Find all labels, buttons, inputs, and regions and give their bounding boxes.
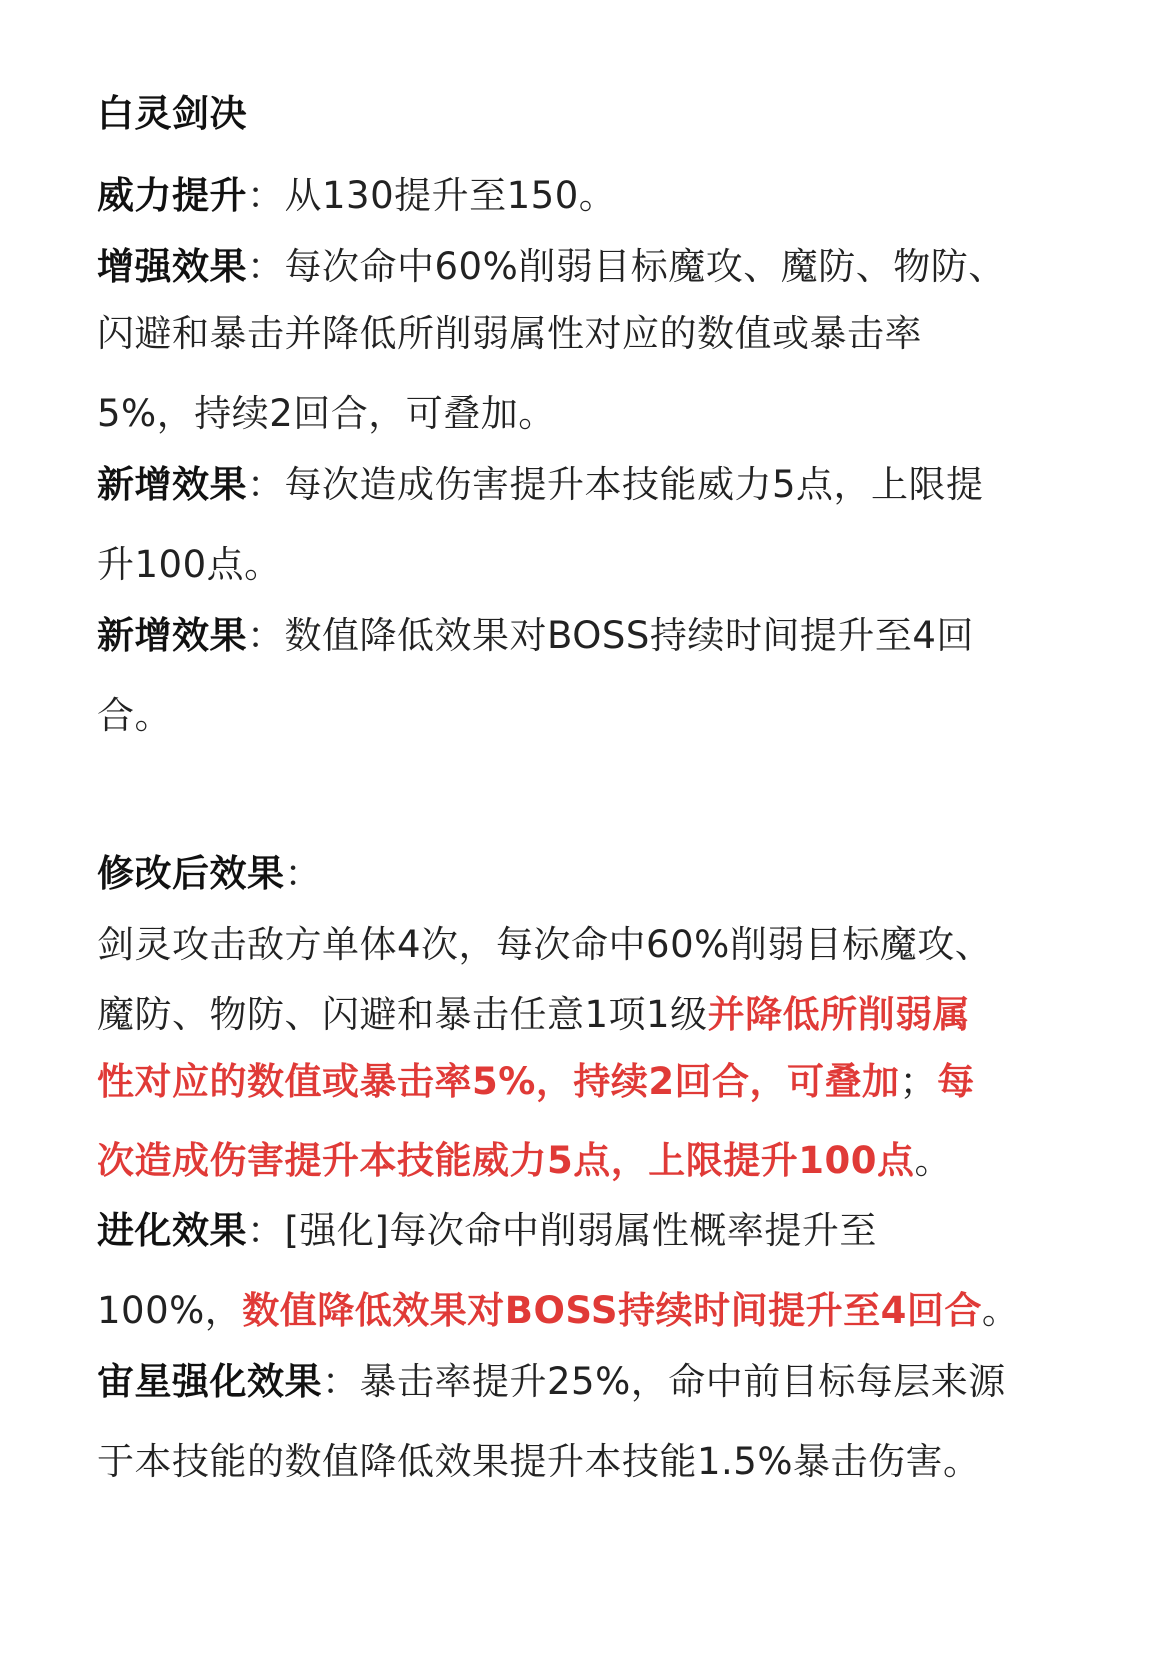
- enhance-text-2: 闪避和暴击并降低所削弱属性对应的数值或暴击率: [97, 312, 922, 355]
- enhance-line-2: [97, 310, 922, 358]
- modified-highlight-3: 性对应的数值或暴击率5%，持续2回合，可叠加: [97, 1060, 900, 1103]
- power-up-text: 从130提升至150。: [284, 174, 617, 217]
- evolution-line-1: [97, 1207, 877, 1255]
- power-up-line: [97, 172, 616, 220]
- modified-line-3: [97, 1058, 975, 1106]
- evolution-highlight: 数值降低效果对BOSS持续时间提升至4回合: [242, 1289, 982, 1332]
- modified-highlight-3b: 每: [937, 1060, 975, 1103]
- new-effect-2-line-1: [97, 612, 974, 660]
- star-line-1: [97, 1358, 1006, 1406]
- new-effect-1-text-1: 每次造成伤害提升本技能威力5点，上限提: [284, 463, 984, 506]
- modified-line-2: [97, 991, 970, 1039]
- power-up-sep: ：: [247, 174, 285, 217]
- evolution-line-2: [97, 1287, 1019, 1335]
- star-line-2: [97, 1438, 981, 1486]
- modified-line-1: [97, 921, 992, 969]
- new-effect-2-text-1: 数值降低效果对BOSS持续时间提升至4回: [284, 614, 974, 657]
- modified-heading: [97, 850, 322, 898]
- new-effect-1-sep: ：: [247, 463, 285, 506]
- evolution-text-1: [强化]每次命中削弱属性概率提升至: [284, 1209, 877, 1252]
- new-effect-1-line-2: [97, 541, 282, 589]
- new-effect-1-label: 新增效果: [97, 463, 247, 506]
- evolution-text-2: 100%，: [97, 1289, 243, 1332]
- new-effect-2-text-2: 合。: [97, 694, 172, 737]
- modified-sep: ：: [284, 852, 322, 895]
- modified-text-2: 魔防、物防、闪避和暴击任意1项1级: [97, 993, 708, 1036]
- star-label: 宙星强化效果: [97, 1360, 322, 1403]
- enhance-text-1: 每次命中60%削弱目标魔攻、魔防、物防、: [284, 245, 1006, 288]
- modified-highlight-4: 次造成伤害提升本技能威力5点，上限提升100点: [97, 1139, 915, 1182]
- evolution-end: 。: [981, 1289, 1020, 1332]
- enhance-text-3: 5%，持续2回合，可叠加。: [97, 392, 556, 435]
- modified-line-4: [97, 1137, 952, 1185]
- evolution-sep: ：: [247, 1209, 285, 1252]
- evolution-label: 进化效果: [97, 1209, 247, 1252]
- new-effect-2-line-2: [97, 692, 172, 740]
- new-effect-1-text-2: 升100点。: [97, 543, 282, 586]
- power-up-label: 威力提升: [97, 174, 247, 217]
- modified-label: 修改后效果: [97, 852, 285, 895]
- enhance-line-3: [97, 390, 556, 438]
- star-text-2: 于本技能的数值降低效果提升本技能1.5%暴击伤害。: [97, 1440, 981, 1483]
- enhance-sep: ：: [247, 245, 285, 288]
- new-effect-1-line-1: [97, 461, 984, 509]
- enhance-label: 增强效果: [97, 245, 247, 288]
- new-effect-2-sep: ：: [247, 614, 285, 657]
- modified-text-1: 剑灵攻击敌方单体4次，每次命中60%削弱目标魔攻、: [97, 923, 993, 966]
- new-effect-2-label: 新增效果: [97, 614, 247, 657]
- modified-sep-3: ；: [899, 1060, 938, 1103]
- modified-end-4: 。: [914, 1139, 952, 1182]
- document-title: [97, 90, 247, 138]
- star-sep: ：: [322, 1360, 360, 1403]
- enhance-line-1: [97, 243, 1006, 291]
- title-text: 白灵剑决: [97, 92, 247, 135]
- star-text-1: 暴击率提升25%，命中前目标每层来源: [359, 1360, 1006, 1403]
- modified-highlight-2: 并降低所削弱属: [707, 993, 971, 1036]
